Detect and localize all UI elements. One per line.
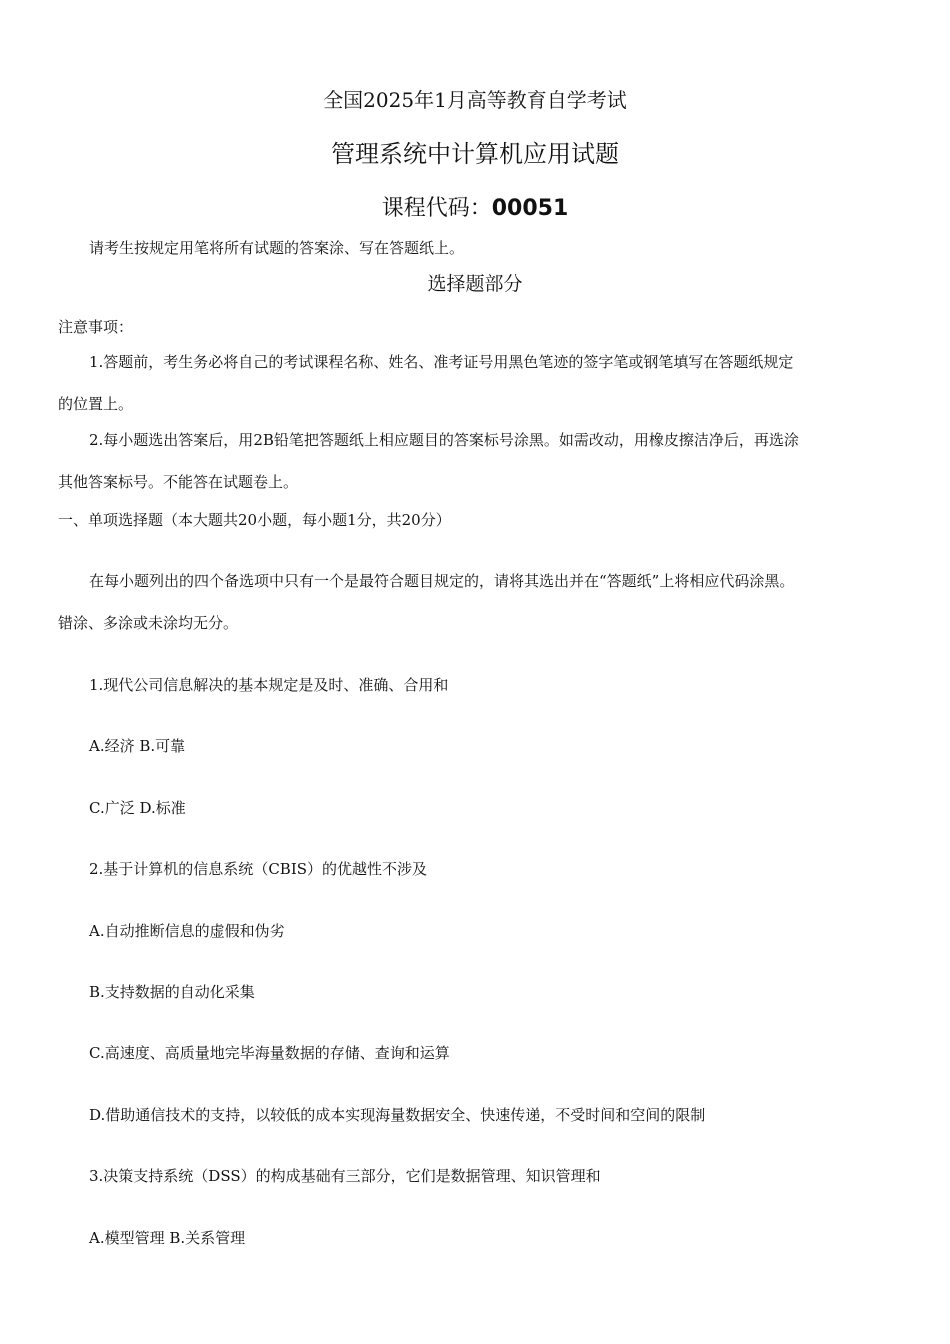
course-code-label: 课程代码： (381, 196, 492, 221)
subject-title: 管理系统中计算机应用试题 (331, 140, 619, 168)
note-2-line-1: 2.每小题选出答案后，用2B铅笔把答题纸上相应题目的答案标号涂黑。如需改动，用橡皮擦洁净后，再选涂 (89, 431, 799, 449)
question-2-stem: 2.基于计算机的信息系统（CBIS）的优越性不涉及 (89, 860, 428, 878)
question-2-option-d: D.借助通信技术的支持，以较低的成本实现海量数据安全、快速传递，不受时间和空间的限制 (89, 1106, 706, 1124)
course-code-number: 00051 (491, 196, 569, 221)
note-2-line-2: 其他答案标号。不能答在试题卷上。 (58, 473, 299, 491)
note-1-line-2: 的位置上。 (58, 395, 134, 413)
note-1-line-1: 1.答题前，考生务必将自己的考试课程名称、姓名、准考证号用黑色笔迹的签字笔或钢笔填写在答题纸规定 (89, 353, 794, 371)
question-1-options-cd: C.广泛 D.标准 (89, 799, 186, 817)
question-2-option-a: A.自动推断信息的虚假和伪劣 (89, 922, 285, 940)
notes-heading: 注意事项： (58, 318, 134, 336)
question-2-option-c: C.高速度、高质量地完毕海量数据的存储、查询和运算 (89, 1044, 450, 1062)
part-1-heading: 一、单项选择题（本大题共20小题，每小题1分，共20分） (58, 511, 451, 529)
question-1-options-ab: A.经济 B.可靠 (89, 737, 186, 755)
question-3-options-ab: A.模型管理 B.关系管理 (89, 1229, 246, 1247)
question-3-stem: 3.决策支持系统（DSS）的构成基础有三部分，它们是数据管理、知识管理和 (89, 1167, 601, 1185)
question-1-stem: 1.现代公司信息解决的基本规定是及时、准确、合用和 (89, 676, 449, 694)
question-2-option-b: B.支持数据的自动化采集 (89, 983, 255, 1001)
part-1-desc-line-1: 在每小题列出的四个备选项中只有一个是最符合题目规定的，请将其选出并在“答题纸”上将相应代码涂黑。 (89, 572, 795, 590)
course-code-line (0, 195, 950, 223)
answer-instruction: 请考生按规定用笔将所有试题的答案涂、写在答题纸上。 (89, 239, 465, 257)
part-1-desc-line-2: 错涂、多涂或未涂均无分。 (58, 614, 239, 632)
section-title: 选择题部分 (427, 273, 523, 295)
exam-title: 全国2025年1月高等教育自学考试 (323, 88, 627, 112)
